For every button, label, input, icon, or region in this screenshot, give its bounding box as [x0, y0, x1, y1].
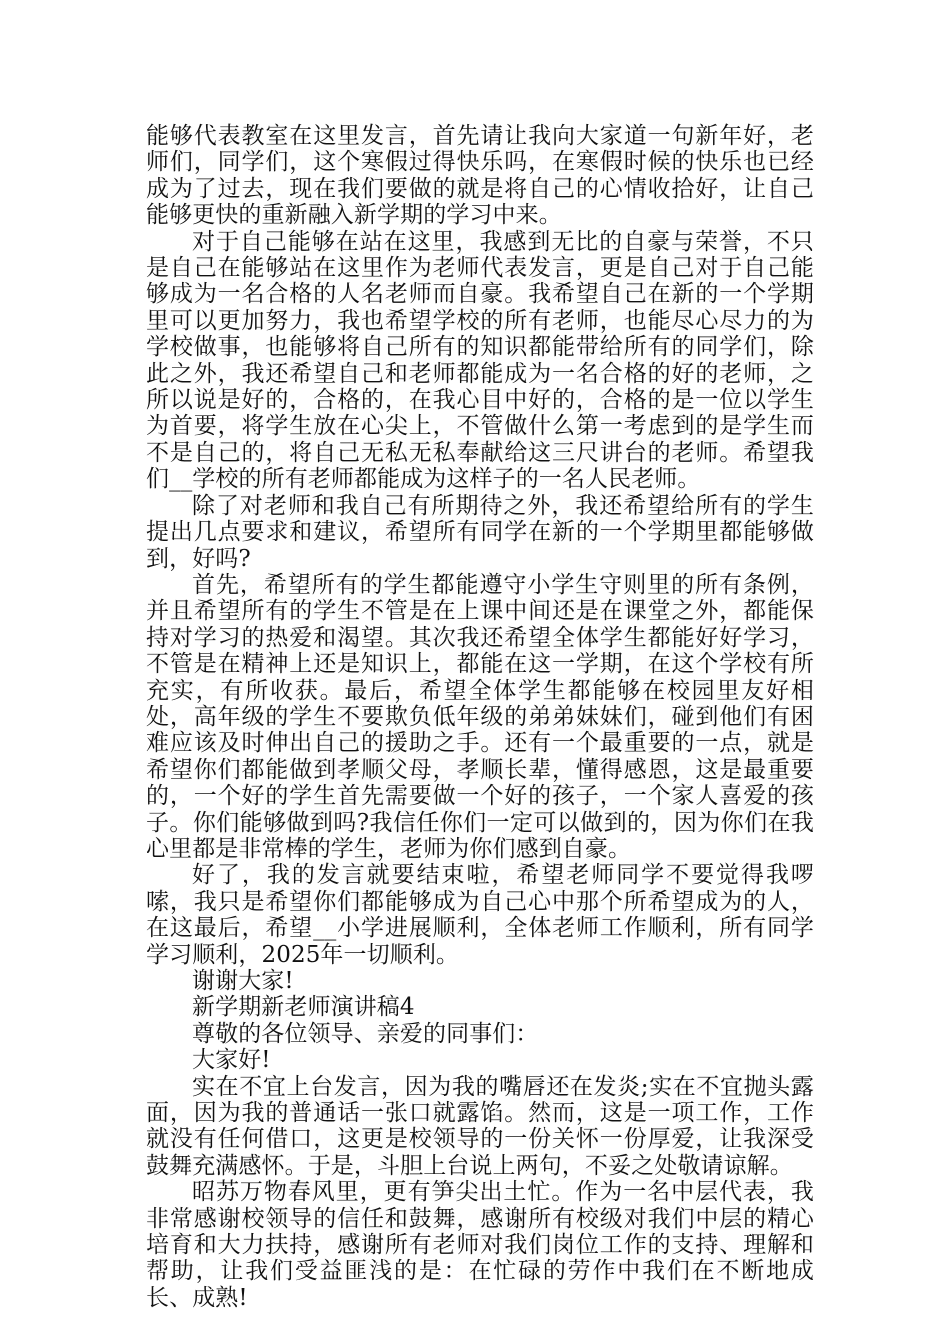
paragraph-thanks: 谢谢大家! — [192, 968, 294, 994]
document-body — [146, 123, 814, 1311]
salutation: 尊敬的各位领导、亲爱的同事们： — [192, 1020, 539, 1047]
greeting: 大家好! — [192, 1047, 271, 1074]
paragraph-3: 除了对老师和我自己有所期待之外，我还希望给所有的学生提出几点要求和建议，希望所有同学在新的一个学期里都能够做到，好吗? — [146, 492, 814, 572]
paragraph-6: 实在不宜上台发言，因为我的嘴唇还在发炎;实在不宜抛头露面，因为我的普通话一张口就露馅。然而，这是一项工作，工作就没有任何借口，这更是校领导的一份关怀一份厚爱，让我深受鼓舞充满感怀。于是，斗胆上台说上两句，不妥之处敬请谅解。 — [146, 1073, 814, 1179]
paragraph-5: 好了，我的发言就要结束啦，希望老师同学不要觉得我啰嗦，我只是希望你们都能够成为自己心中那个所希望成为的人，在这最后，希望__小学进展顺利，全体老师工作顺利，所有同学学习顺利，2025年一切顺利。 — [146, 862, 814, 968]
paragraph-2: 对于自己能够在站在这里，我感到无比的自豪与荣誉，不只是自己在能够站在这里作为老师代表发言，更是自己对于自己能够成为一名合格的人名老师而自豪。我希望自己在新的一个学期里可以更加努力，我也希望学校的所有老师，也能尽心尽力的为学校做事，也能够将自己所有的知识都能带给所有的同学们，除此之外，我还希望自己和老师都能成为一名合格的好的老师，之所以说是好的，合格的，在我心目中好的，合格的是一位以学生为首要，将学生放在心尖上，不管做什么第一考虑到的是学生而不是自己的，将自己无私无私奉献给这三尺讲台的老师。希望我们__学校的所有老师都能成为这样子的一名人民老师。 — [146, 228, 814, 493]
section-heading: 新学期新老师演讲稿4 — [192, 994, 415, 1021]
paragraph-7: 昭苏万物春风里，更有笋尖出土忙。作为一名中层代表，我非常感谢校领导的信任和鼓舞，感谢所有校级对我们中层的精心培育和大力扶持，感谢所有老师对我们岗位工作的支持、理解和帮助，让我们受益匪浅的是：在忙碌的劳作中我们在不断地成长、成熟! — [146, 1179, 814, 1311]
paragraph-4: 首先，希望所有的学生都能遵守小学生守则里的所有条例，并且希望所有的学生不管是在上课中间还是在课堂之外，都能保持对学习的热爱和渴望。其次我还希望全体学生都能好好学习，不管是在精神上还是知识上，都能在这一学期，在这个学校有所充实，有所收获。最后，希望全体学生都能够在校园里友好相处，高年级的学生不要欺负低年级的弟弟妹妹们，碰到他们有困难应该及时伸出自己的援助之手。还有一个最重要的一点，就是希望你们都能做到孝顺父母，孝顺长辈，懂得感恩，这是最重要的，一个好的学生首先需要做一个好的孩子，一个家人喜爱的孩子。你们能够做到吗?我信任你们一定可以做到的，因为你们在我心里都是非常棒的学生，老师为你们感到自豪。 — [146, 571, 814, 862]
paragraph-1: 能够代表教室在这里发言，首先请让我向大家道一句新年好，老师们，同学们，这个寒假过得快乐吗，在寒假时候的快乐也已经成为了过去，现在我们要做的就是将自己的心情收拾好，让自己能够更快的重新融入新学期的学习中来。 — [146, 123, 814, 229]
